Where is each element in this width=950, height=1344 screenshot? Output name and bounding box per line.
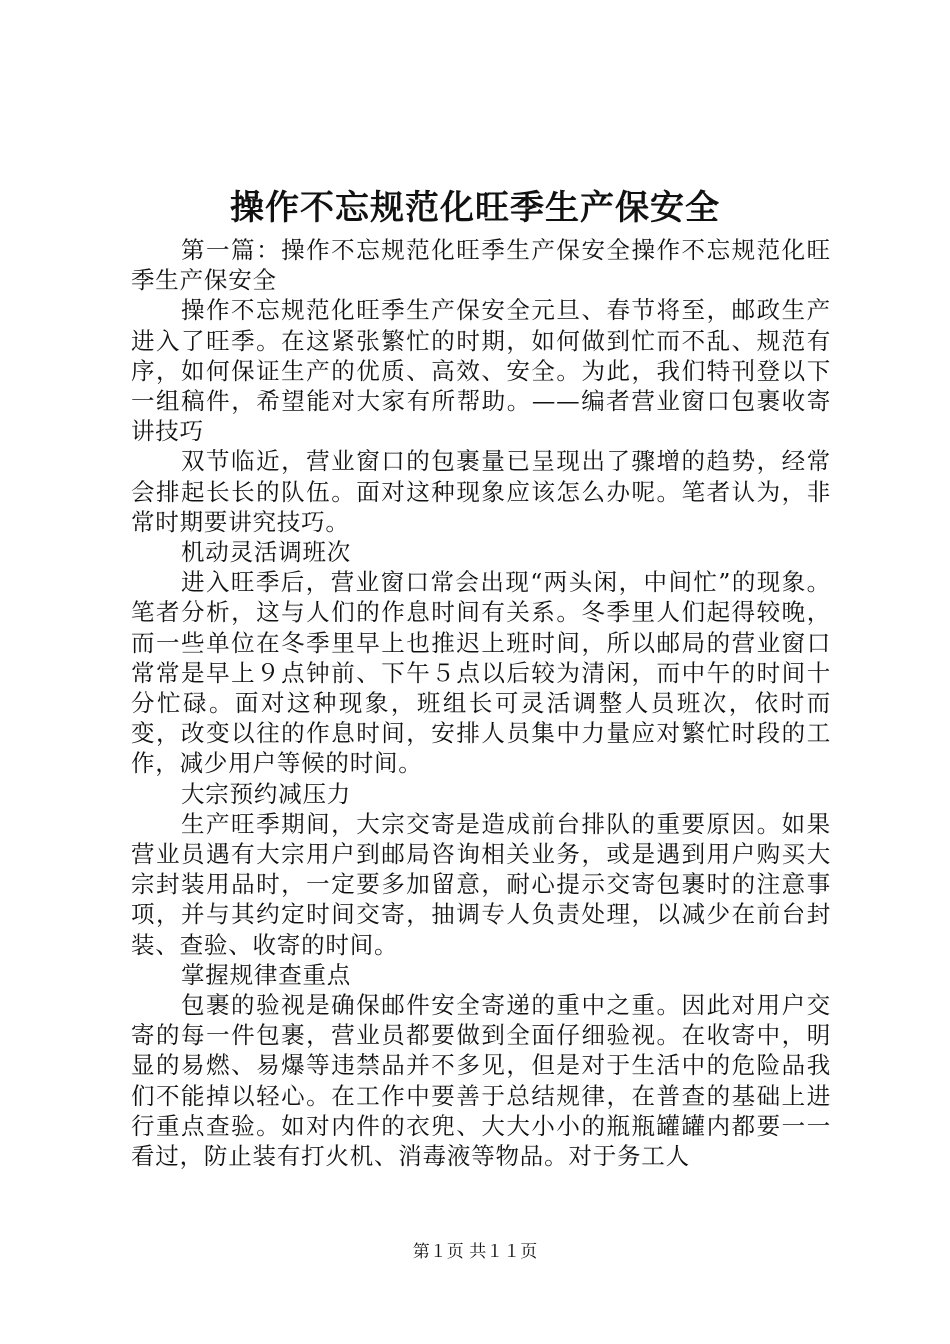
paragraph: 包裹的验视是确保邮件安全寄递的重中之重。因此对用户交寄的每一件包裹，营业员都要做到全面仔细验视。在收寄中，明显的易燃、易爆等违禁品并不多见，但是对于生活中的危险品我们不能掉以轻心。在工作中要善于总结规律，在普查的基础上进行重点查验。如对内件的衣兜、大大小小的瓶瓶罐罐内都要一一看过，防止装有打火机、消毒液等物品。对于务工人: [131, 991, 831, 1171]
section-heading: 掌握规律查重点: [181, 960, 352, 989]
paragraph: 第一篇：操作不忘规范化旺季生产保安全操作不忘规范化旺季生产保安全: [131, 236, 831, 295]
document-body: [131, 235, 831, 1171]
section-heading: 大宗预约减压力: [181, 779, 352, 808]
paragraph: 生产旺季期间，大宗交寄是造成前台排队的重要原因。如果营业员遇有大宗用户到邮局咨询相关业务，或是遇到用户购买大宗封装用品时，一定要多加留意，耐心提示交寄包裹时的注意事项，并与其约定时间交寄，抽调专人负责处理，以减少在前台封装、查验、收寄的时间。: [131, 809, 831, 959]
paragraph: 双节临近，营业窗口的包裹量已呈现出了骤增的趋势，经常会排起长长的队伍。面对这种现象应该怎么办呢。笔者认为，非常时期要讲究技巧。: [131, 447, 831, 536]
page-footer: 第１页 共１１页: [412, 1242, 538, 1262]
paragraph: 操作不忘规范化旺季生产保安全元旦、春节将至，邮政生产进入了旺季。在这紧张繁忙的时期，如何做到忙而不乱、规范有序，如何保证生产的优质、高效、安全。为此，我们特刊登以下一组稿件，希望能对大家有所帮助。——编者营业窗口包裹收寄讲技巧: [131, 296, 831, 446]
section-heading: 机动灵活调班次: [181, 538, 352, 567]
paragraph: 进入旺季后，营业窗口常会出现“两头闲，中间忙”的现象。笔者分析，这与人们的作息时间有关系。冬季里人们起得较晚，而一些单位在冬季里早上也推迟上班时间，所以邮局的营业窗口常常是早上９点钟前、下午５点以后较为清闲，而中午的时间十分忙碌。面对这种现象，班组长可灵活调整人员班次，依时而变，改变以往的作息时间，安排人员集中力量应对繁忙时段的工作，减少用户等候的时间。: [131, 568, 831, 778]
document-title: 操作不忘规范化旺季生产保安全: [230, 188, 720, 228]
